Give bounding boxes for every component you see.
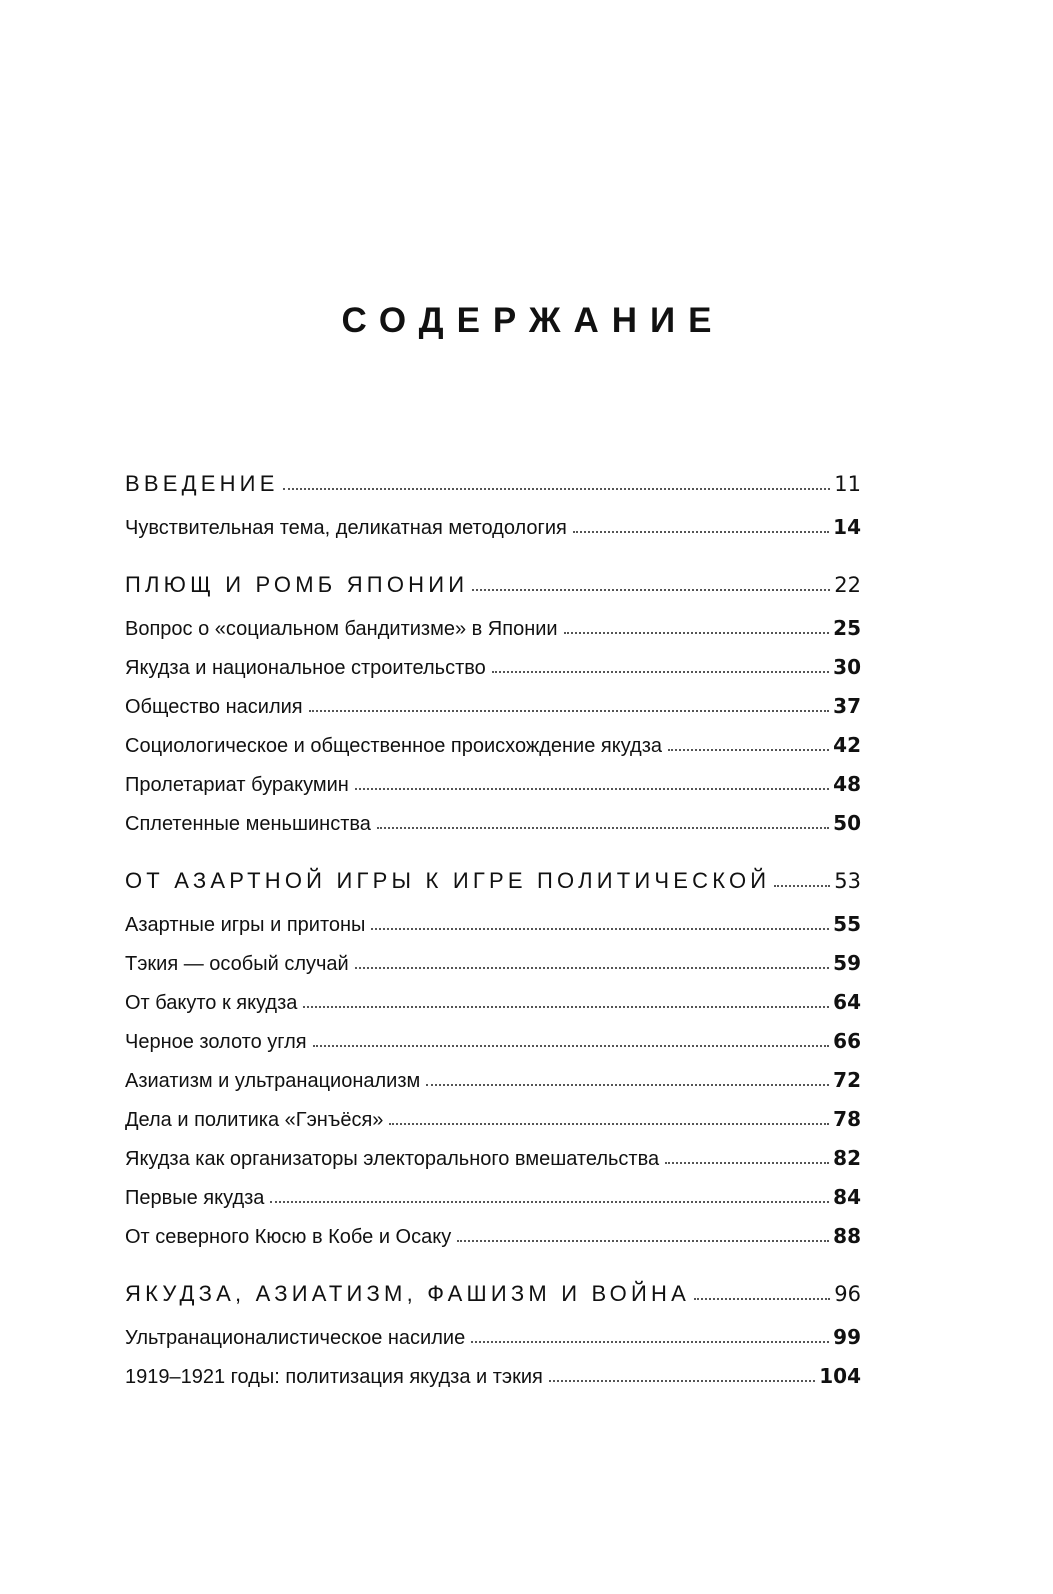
chapter-page-number: 96	[834, 1282, 861, 1306]
toc-chapter-row[interactable]	[125, 563, 861, 607]
toc-entry-row[interactable]	[125, 1318, 861, 1357]
dot-leader	[270, 1201, 829, 1203]
entry-page-number: 14	[833, 515, 861, 539]
chapter-title: ОТ АЗАРТНОЙ ИГРЫ К ИГРЕ ПОЛИТИЧЕСКОЙ	[125, 868, 771, 893]
toc-entry-row[interactable]	[125, 1100, 861, 1139]
entry-title: Азартные игры и притоны	[125, 914, 366, 936]
entry-title: От северного Кюсю в Кобе и Осаку	[125, 1226, 452, 1248]
toc-entry-row[interactable]	[125, 983, 861, 1022]
toc-entry-row[interactable]	[125, 508, 861, 547]
toc-chapter-row[interactable]	[125, 462, 861, 506]
dot-leader	[303, 1006, 829, 1008]
entry-page-number: 84	[833, 1185, 861, 1209]
toc-entry-row[interactable]	[125, 1061, 861, 1100]
entry-page-number: 50	[833, 811, 861, 835]
toc-entry-row[interactable]	[125, 1178, 861, 1217]
dot-leader	[564, 632, 830, 634]
chapter-title: ЯКУДЗА, АЗИАТИЗМ, ФАШИЗМ И ВОЙНА	[125, 1281, 690, 1306]
dot-leader	[371, 928, 829, 930]
entry-title: Черное золото угля	[125, 1031, 307, 1053]
dot-leader	[377, 827, 829, 829]
dot-leader	[492, 671, 829, 673]
chapter-page-number: 22	[834, 573, 861, 597]
toc-chapter-row[interactable]	[125, 859, 861, 903]
entry-page-number: 104	[819, 1364, 861, 1388]
toc-chapter-row[interactable]	[125, 1272, 861, 1316]
dot-leader	[313, 1045, 830, 1047]
dot-leader	[283, 488, 831, 490]
entry-page-number: 25	[833, 616, 861, 640]
toc-entry-row[interactable]	[125, 726, 861, 765]
dot-leader	[471, 1341, 829, 1343]
toc-section	[125, 859, 861, 1256]
toc-section	[125, 563, 861, 843]
entry-title: Общество насилия	[125, 696, 303, 718]
toc-entry-row[interactable]	[125, 804, 861, 843]
dot-leader	[355, 788, 829, 790]
entry-title: Тэкия — особый случай	[125, 953, 349, 975]
dot-leader	[774, 885, 830, 887]
entry-title: От бакуто к якудза	[125, 992, 298, 1014]
page-title: СОДЕРЖАНИЕ	[341, 301, 725, 340]
entry-page-number: 88	[833, 1224, 861, 1248]
entry-title: Ультранационалистическое насилие	[125, 1327, 466, 1349]
chapter-title: ВВЕДЕНИЕ	[125, 471, 279, 496]
entry-title: Пролетариат буракумин	[125, 774, 349, 796]
entry-page-number: 78	[833, 1107, 861, 1131]
entry-title: Якудза и национальное строительство	[125, 657, 486, 679]
toc-entry-row[interactable]	[125, 1217, 861, 1256]
entry-title: Якудза как организаторы электорального вмешательства	[125, 1148, 660, 1170]
entry-title: Чувствительная тема, деликатная методология	[125, 517, 567, 539]
dot-leader	[668, 749, 829, 751]
toc-section	[125, 462, 861, 547]
entry-title: Первые якудза	[125, 1187, 265, 1209]
table-of-contents	[125, 462, 861, 1412]
entry-page-number: 59	[833, 951, 861, 975]
entry-page-number: 42	[833, 733, 861, 757]
chapter-page-number: 53	[834, 869, 861, 893]
entry-page-number: 82	[833, 1146, 861, 1170]
entry-page-number: 99	[833, 1325, 861, 1349]
entry-title: Сплетенные меньшинства	[125, 813, 371, 835]
entry-title: 1919–1921 годы: политизация якудза и тэкия	[125, 1366, 543, 1388]
toc-entry-row[interactable]	[125, 648, 861, 687]
toc-entry-row[interactable]	[125, 609, 861, 648]
toc-entry-row[interactable]	[125, 1357, 861, 1396]
entry-page-number: 55	[833, 912, 861, 936]
toc-entry-row[interactable]	[125, 687, 861, 726]
dot-leader	[573, 531, 829, 533]
toc-entry-row[interactable]	[125, 1139, 861, 1178]
entry-page-number: 66	[833, 1029, 861, 1053]
entry-page-number: 30	[833, 655, 861, 679]
entry-page-number: 72	[833, 1068, 861, 1092]
dot-leader	[549, 1380, 815, 1382]
entry-page-number: 48	[833, 772, 861, 796]
dot-leader	[355, 967, 829, 969]
entry-title: Социологическое и общественное происхождение якудза	[125, 735, 663, 757]
entry-title: Вопрос о «социальном бандитизме» в Японии	[125, 618, 558, 640]
entry-title: Азиатизм и ультранационализм	[125, 1070, 421, 1092]
entry-page-number: 64	[833, 990, 861, 1014]
chapter-title: ПЛЮЩ И РОМБ ЯПОНИИ	[125, 572, 469, 597]
dot-leader	[665, 1162, 829, 1164]
toc-entry-row[interactable]	[125, 1022, 861, 1061]
dot-leader	[309, 710, 830, 712]
dot-leader	[426, 1084, 829, 1086]
toc-section	[125, 1272, 861, 1396]
dot-leader	[694, 1298, 830, 1300]
entry-title: Дела и политика «Гэнъёся»	[125, 1109, 384, 1131]
dot-leader	[472, 589, 830, 591]
toc-entry-row[interactable]	[125, 765, 861, 804]
chapter-page-number: 11	[834, 472, 861, 496]
toc-entry-row[interactable]	[125, 944, 861, 983]
dot-leader	[389, 1123, 829, 1125]
dot-leader	[457, 1240, 829, 1242]
toc-entry-row[interactable]	[125, 905, 861, 944]
entry-page-number: 37	[833, 694, 861, 718]
